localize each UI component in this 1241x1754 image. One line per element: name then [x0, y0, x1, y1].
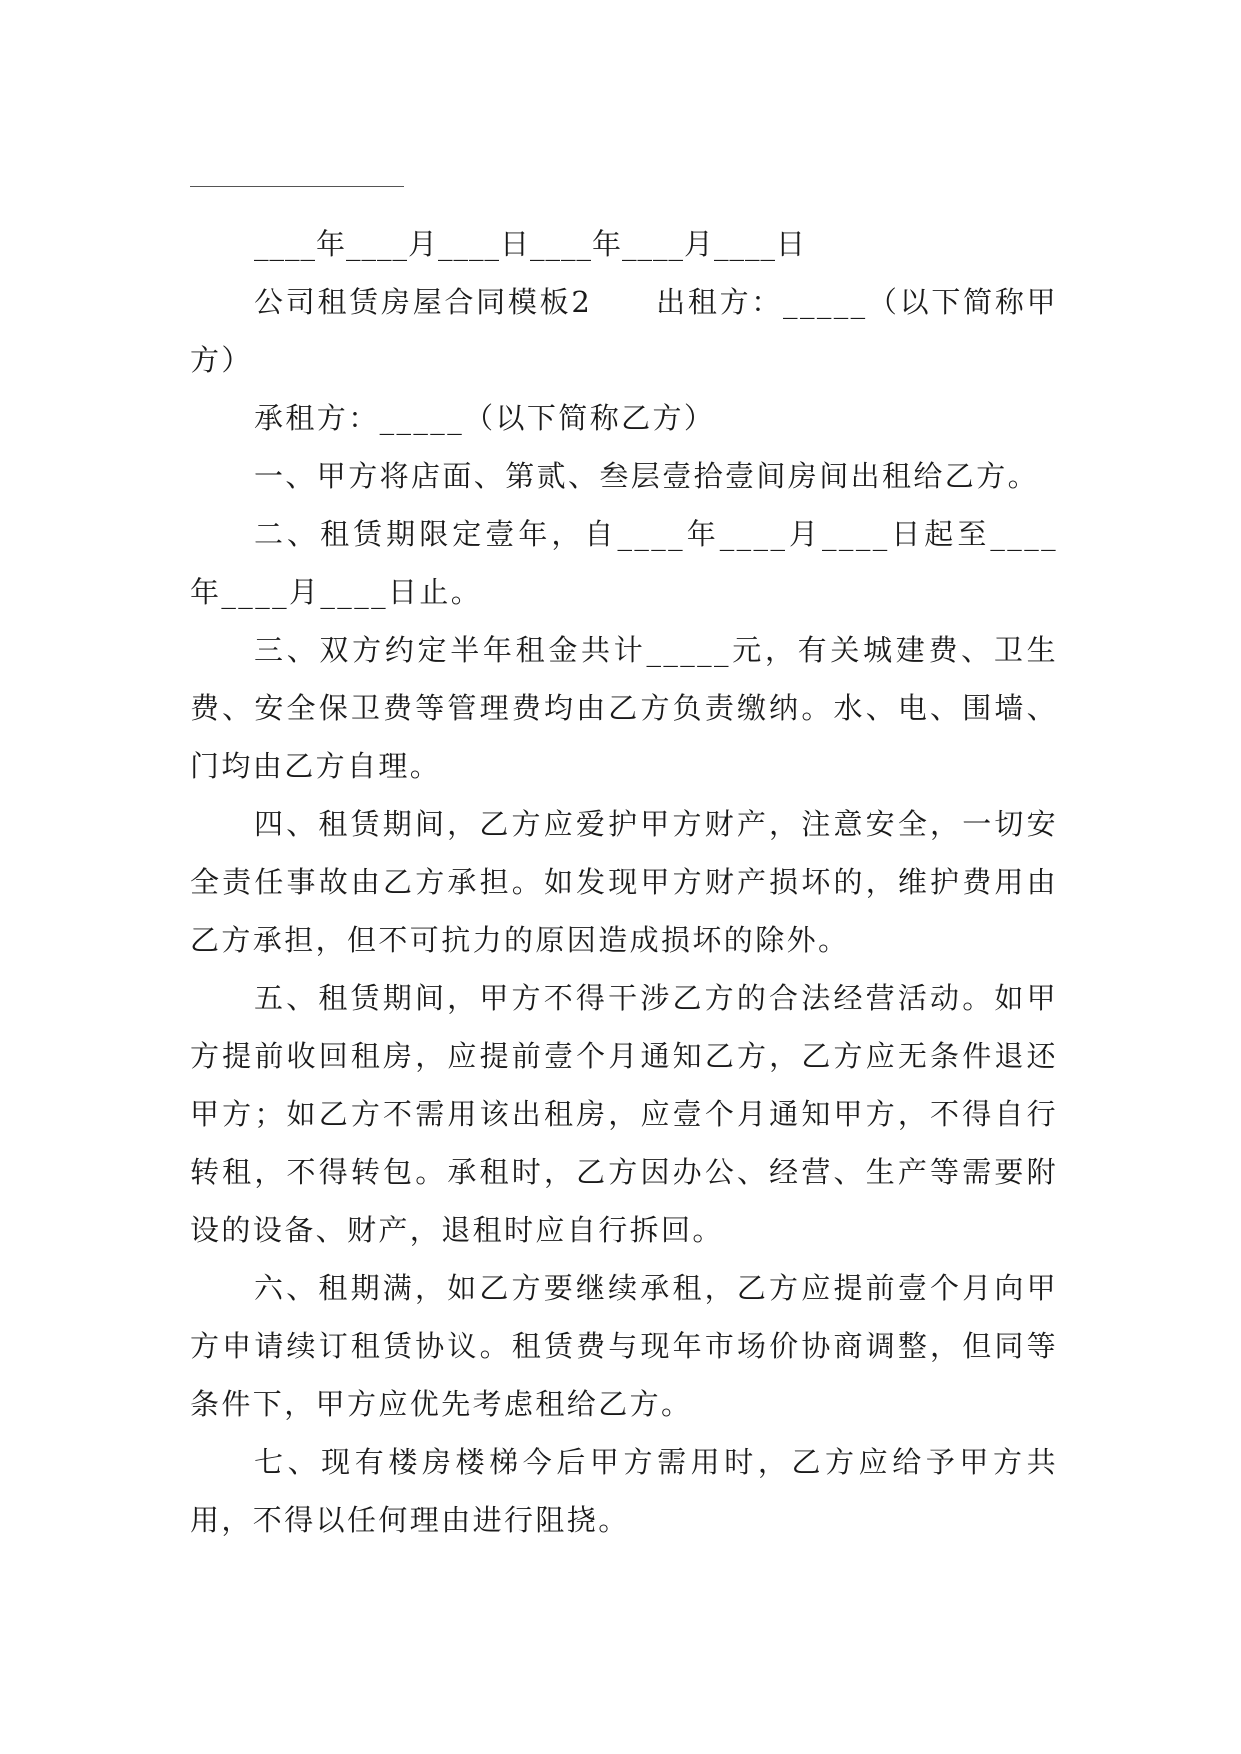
- contract-title-lessor: 公司租赁房屋合同模板2 出租方：_____（以下简称甲方）: [190, 285, 1058, 377]
- date-range-line: ____年____月____日____年____月____日: [254, 227, 807, 261]
- clause-1: 一、甲方将店面、第贰、叁层壹拾壹间房间出租给乙方。: [254, 459, 1040, 493]
- document-page: [190, 186, 1058, 1549]
- lessee-line: 承租方：_____（以下简称乙方）: [254, 401, 716, 435]
- clause-7: 七、现有楼房楼梯今后甲方需用时，乙方应给予甲方共用，不得以任何理由进行阻挠。: [190, 1445, 1058, 1537]
- clause-3: 三、双方约定半年租金共计_____元，有关城建费、卫生费、安全保卫费等管理费均由乙方负责缴纳。水、电、围墙、门均由乙方自理。: [190, 633, 1058, 783]
- clause-6: 六、租期满，如乙方要继续承租，乙方应提前壹个月向甲方申请续订租赁协议。租赁费与现年市场价协商调整，但同等条件下，甲方应优先考虑租给乙方。: [190, 1271, 1058, 1421]
- clause-5: 五、租赁期间，甲方不得干涉乙方的合法经营活动。如甲方提前收回租房，应提前壹个月通知乙方，乙方应无条件退还甲方；如乙方不需用该出租房，应壹个月通知甲方，不得自行转租，不得转包。承租时，乙方因办公、经营、生产等需要附设的设备、财产，退租时应自行拆回。: [190, 981, 1058, 1247]
- clause-2: 二、租赁期限定壹年，自____年____月____日起至____年____月____日止。: [190, 517, 1058, 609]
- signature-line: [190, 186, 404, 187]
- clause-4: 四、租赁期间，乙方应爱护甲方财产，注意安全，一切安全责任事故由乙方承担。如发现甲方财产损坏的，维护费用由乙方承担，但不可抗力的原因造成损坏的除外。: [190, 807, 1058, 957]
